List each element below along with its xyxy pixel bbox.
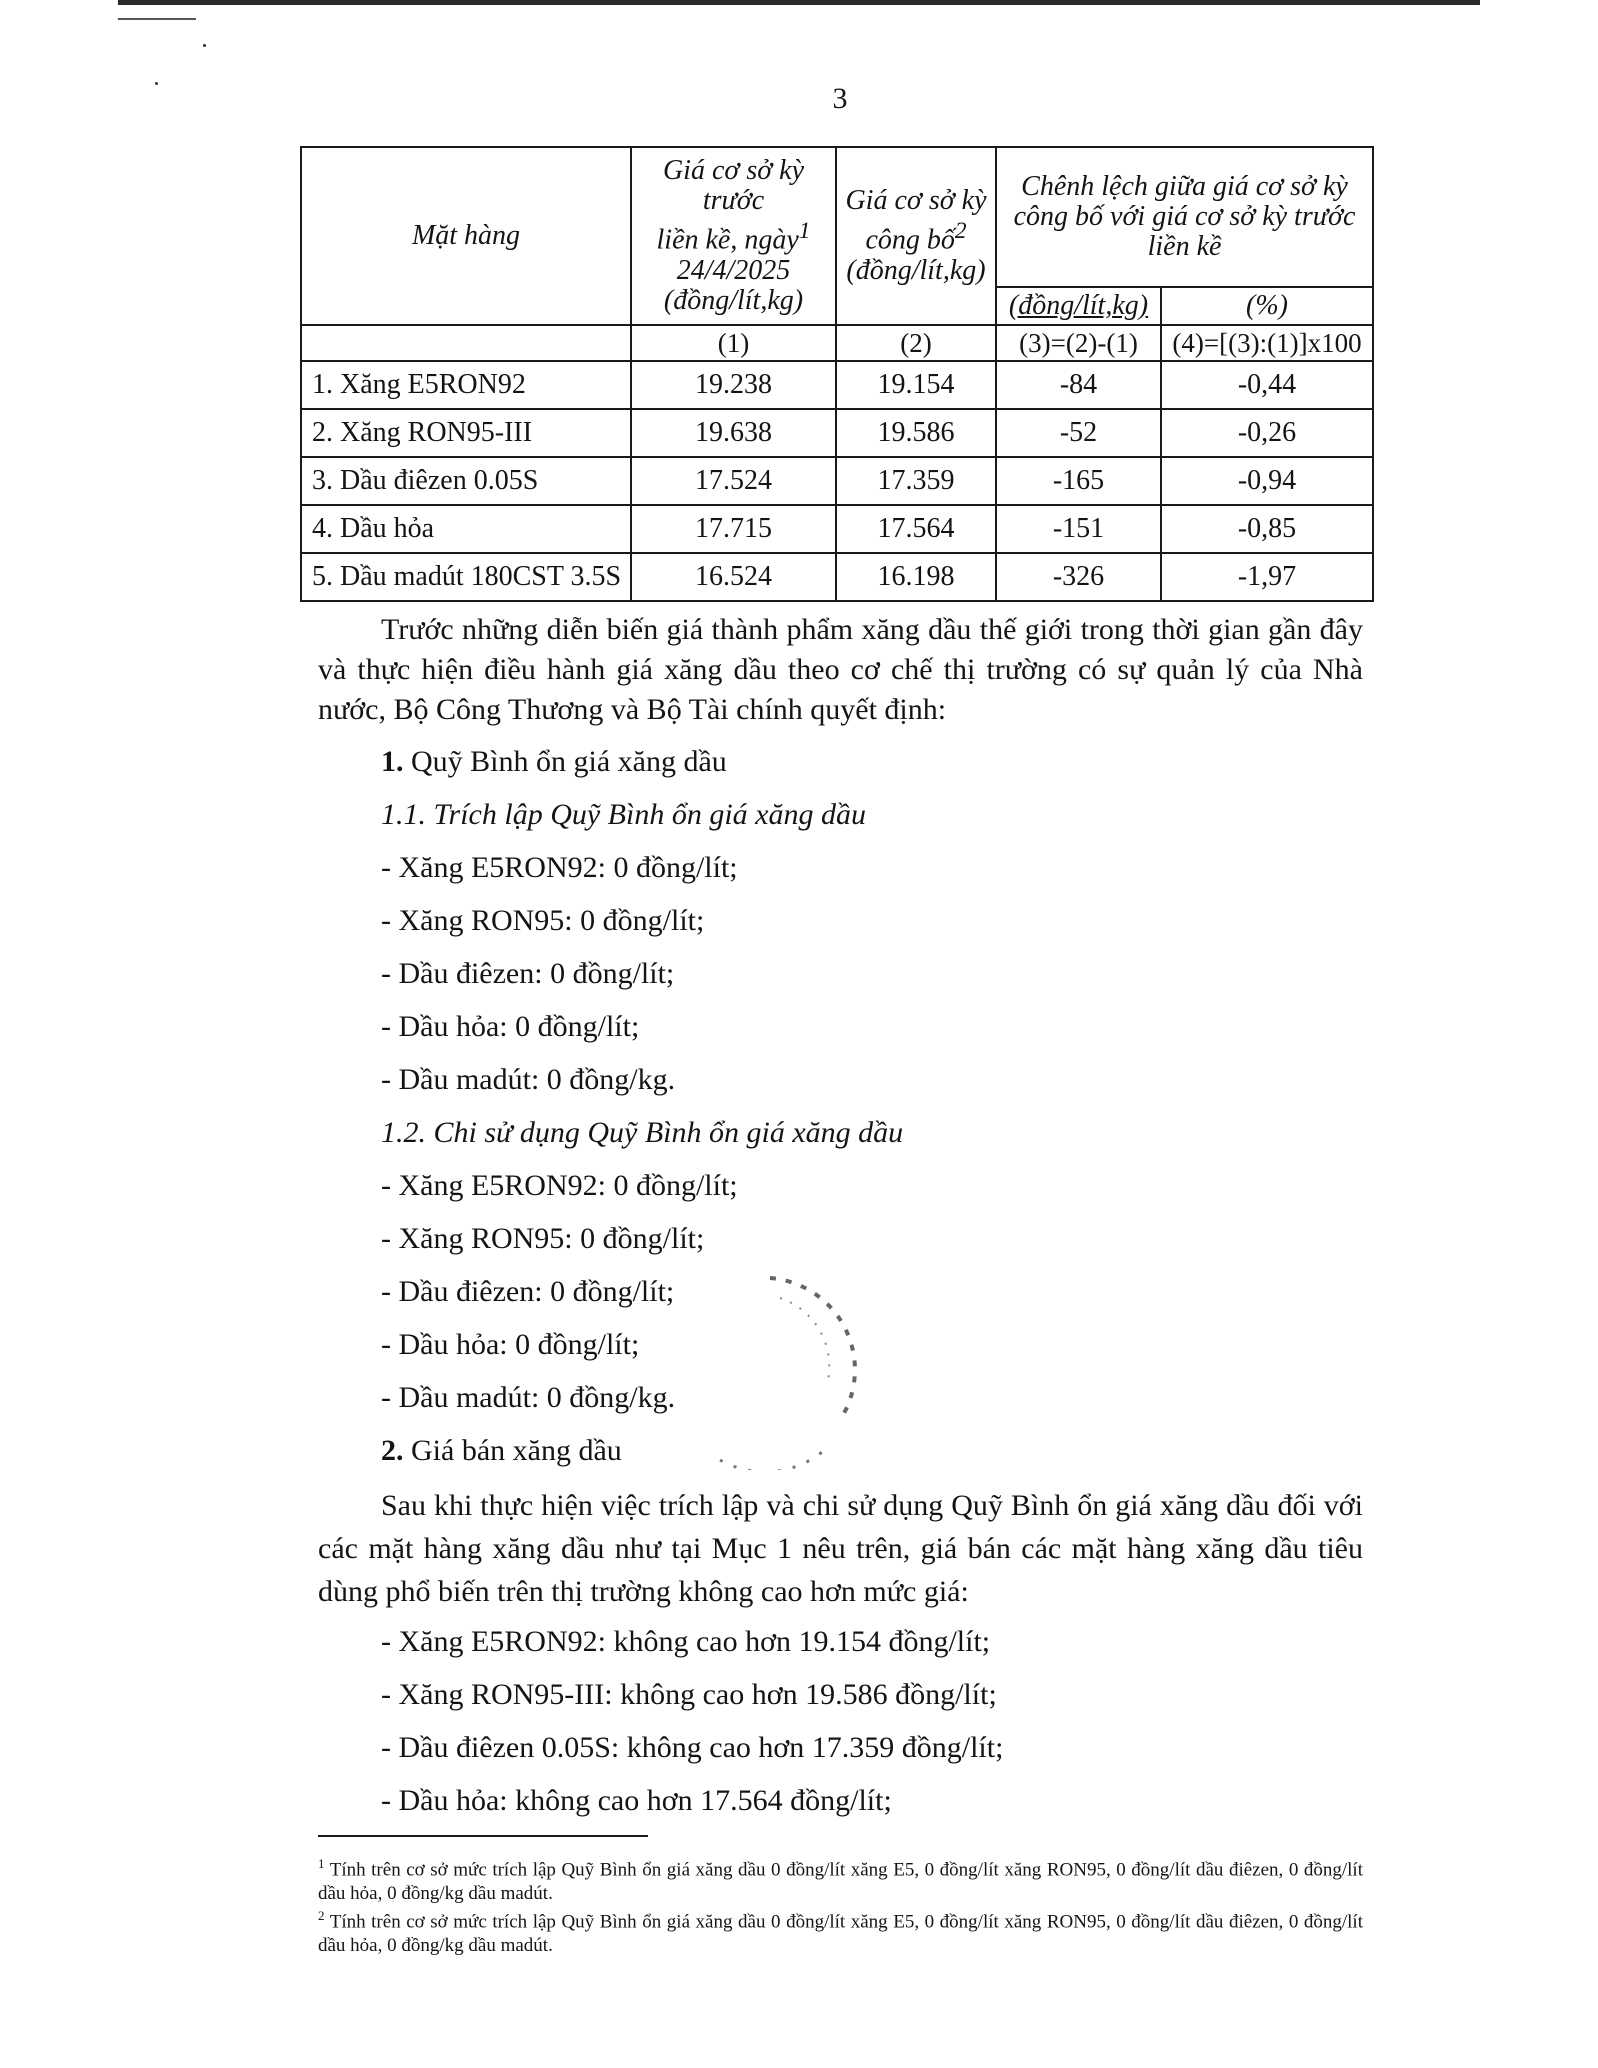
list-item: - Xăng RON95: 0 đồng/lít; xyxy=(381,904,705,937)
price-comparison-table xyxy=(300,146,1374,602)
row-diff: -165 xyxy=(996,457,1161,505)
header-difference: Chênh lệch giữa giá cơ sở kỳ công bố với giá cơ sở kỳ trước liền kề xyxy=(996,147,1373,287)
list-item: - Dầu hỏa: không cao hơn 17.564 đồng/lít; xyxy=(381,1784,892,1817)
row-curr-price: 19.586 xyxy=(836,409,996,457)
index-cell-empty xyxy=(301,325,631,361)
row-curr-price: 19.154 xyxy=(836,361,996,409)
footnote-separator xyxy=(318,1835,648,1837)
index-cell: (2) xyxy=(836,325,996,361)
stamp-seal-fragment xyxy=(660,1270,860,1470)
table-row xyxy=(301,553,1373,601)
list-item: - Xăng RON95-III: không cao hơn 19.586 đồng/lít; xyxy=(381,1678,997,1711)
row-diff: -52 xyxy=(996,409,1161,457)
list-item: - Dầu hỏa: 0 đồng/lít; xyxy=(381,1010,640,1043)
list-item: - Dầu điêzen: 0 đồng/lít; xyxy=(381,1275,675,1308)
row-item-name: 3. Dầu điêzen 0.05S xyxy=(301,457,631,505)
row-prev-price: 16.524 xyxy=(631,553,836,601)
table-row xyxy=(301,505,1373,553)
list-item: - Xăng RON95: 0 đồng/lít; xyxy=(381,1222,705,1255)
section-1-heading: 1. Quỹ Bình ổn giá xăng dầu xyxy=(381,745,727,778)
header-diff-pct-unit: (%) xyxy=(1161,287,1373,325)
footnote-2: $^2$ Tính trên cơ sở mức trích lập Quỹ Bình ổn giá xăng dầu 0 đồng/lít xăng E5, 0 đồng/lít xăng RON95, 0 đồng/lít dầu điêzen, 0 đồng/lít dầu hỏa, 0 đồng/kg dầu madút. xyxy=(318,1908,1363,1957)
section-2-paragraph: Sau khi thực hiện việc trích lập và chi sử dụng Quỹ Bình ổn giá xăng dầu đối với các mặt hàng xăng dầu như tại Mục 1 nêu trên, giá bán các mặt hàng xăng dầu tiêu dùng phổ biến trên thị trường không cao hơn mức giá: xyxy=(318,1489,1363,1608)
row-pct: -0,26 xyxy=(1161,409,1373,457)
footnote-1: $^1$ Tính trên cơ sở mức trích lập Quỹ Bình ổn giá xăng dầu 0 đồng/lít xăng E5, 0 đồng/lít xăng RON95, 0 đồng/lít dầu điêzen, 0 đồng/lít dầu hỏa, 0 đồng/kg dầu madút. xyxy=(318,1856,1363,1905)
list-item: - Xăng E5RON92: không cao hơn 19.154 đồng/lít; xyxy=(381,1625,991,1658)
header-item: Mặt hàng xyxy=(301,147,631,325)
row-item-name: 4. Dầu hỏa xyxy=(301,505,631,553)
row-diff: -151 xyxy=(996,505,1161,553)
list-item: - Dầu điêzen 0.05S: không cao hơn 17.359 đồng/lít; xyxy=(381,1731,1004,1764)
intro-paragraph: Trước những diễn biến giá thành phẩm xăng dầu thế giới trong thời gian gần đây và thực hiện điều hành giá xăng dầu theo cơ chế thị trường có sự quản lý của Nhà nước, Bộ Công Thương và Bộ Tài chính quyết định: xyxy=(318,613,1363,726)
page-number: 3 xyxy=(832,82,848,115)
list-item: - Dầu madút: 0 đồng/kg. xyxy=(381,1063,676,1096)
index-cell: (3)=(2)-(1) xyxy=(996,325,1161,361)
list-item: - Dầu madút: 0 đồng/kg. xyxy=(381,1381,676,1414)
row-prev-price: 17.715 xyxy=(631,505,836,553)
row-pct: -0,44 xyxy=(1161,361,1373,409)
row-item-name: 5. Dầu madút 180CST 3.5S xyxy=(301,553,631,601)
row-prev-price: 19.238 xyxy=(631,361,836,409)
scan-top-mark xyxy=(118,18,196,20)
section-1-2-heading: 1.2. Chi sử dụng Quỹ Bình ổn giá xăng dầu xyxy=(381,1116,904,1149)
scan-speck xyxy=(203,44,206,47)
list-item: - Dầu hỏa: 0 đồng/lít; xyxy=(381,1328,640,1361)
row-pct: -0,85 xyxy=(1161,505,1373,553)
list-item: - Xăng E5RON92: 0 đồng/lít; xyxy=(381,851,738,884)
row-diff: -84 xyxy=(996,361,1161,409)
header-diff-abs-unit: (đồng/lít,kg) xyxy=(996,287,1161,325)
scan-top-border xyxy=(118,0,1480,5)
row-prev-price: 19.638 xyxy=(631,409,836,457)
row-curr-price: 17.564 xyxy=(836,505,996,553)
list-item: - Xăng E5RON92: 0 đồng/lít; xyxy=(381,1169,738,1202)
index-cell: (4)=[(3):(1)]x100 xyxy=(1161,325,1373,361)
section-1-1-heading: 1.1. Trích lập Quỹ Bình ổn giá xăng dầu xyxy=(381,798,866,831)
row-curr-price: 17.359 xyxy=(836,457,996,505)
row-curr-price: 16.198 xyxy=(836,553,996,601)
index-cell: (1) xyxy=(631,325,836,361)
table-row xyxy=(301,361,1373,409)
row-item-name: 2. Xăng RON95-III xyxy=(301,409,631,457)
header-prev-price: Giá cơ sở kỳ trước liền kề, ngày$^1$ 24/4/2025 (đồng/lít,kg) xyxy=(631,147,836,325)
row-prev-price: 17.524 xyxy=(631,457,836,505)
header-curr-price: Giá cơ sở kỳ công bố$^2$ (đồng/lít,kg) xyxy=(836,147,996,325)
row-item-name: 1. Xăng E5RON92 xyxy=(301,361,631,409)
section-2-heading: 2. Giá bán xăng dầu xyxy=(381,1434,622,1467)
row-diff: -326 xyxy=(996,553,1161,601)
table-row xyxy=(301,409,1373,457)
row-pct: -1,97 xyxy=(1161,553,1373,601)
row-pct: -0,94 xyxy=(1161,457,1373,505)
list-item: - Dầu điêzen: 0 đồng/lít; xyxy=(381,957,675,990)
table-row xyxy=(301,457,1373,505)
